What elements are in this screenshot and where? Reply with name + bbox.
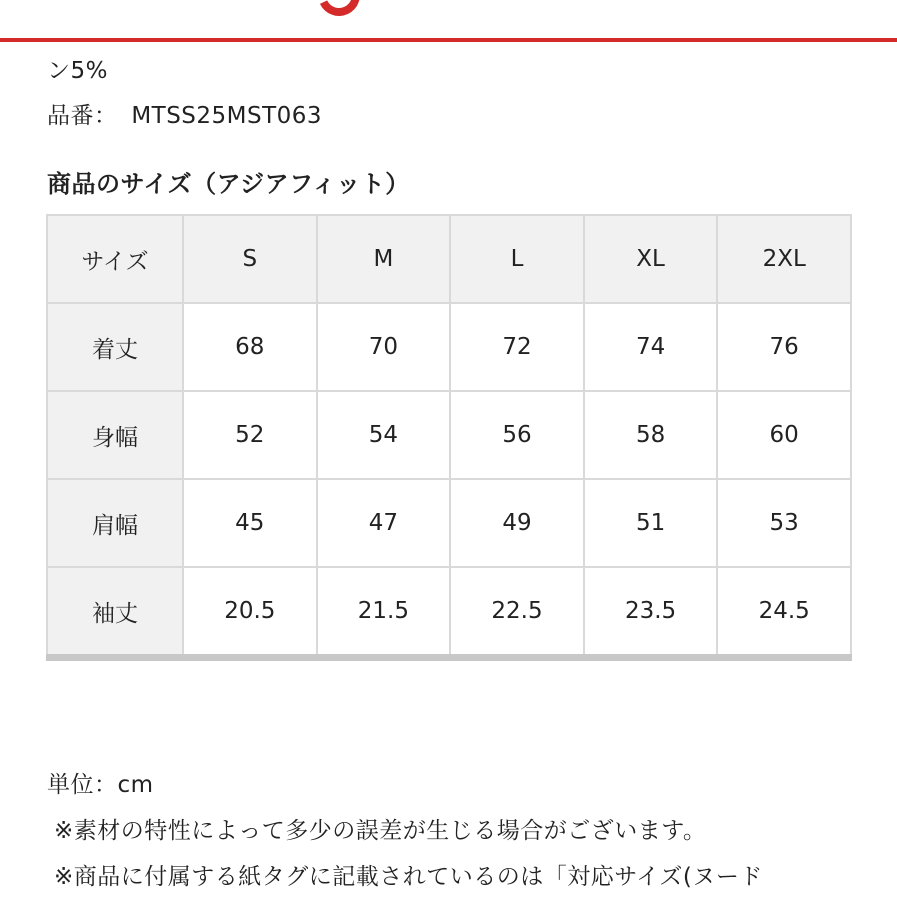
measurement-value: 72 xyxy=(450,303,584,391)
measurement-value: 45 xyxy=(183,479,317,567)
measurement-value: 21.5 xyxy=(317,567,451,658)
measurement-value: 70 xyxy=(317,303,451,391)
unit-note: 単位：cm xyxy=(47,772,154,798)
size-header-cell: S xyxy=(183,215,317,303)
table-row xyxy=(47,391,851,479)
size-header-row xyxy=(47,215,851,303)
measurement-label: 袖丈 xyxy=(47,567,183,658)
header-crop xyxy=(0,0,897,38)
measurement-value: 60 xyxy=(717,391,851,479)
measurement-value: 23.5 xyxy=(584,567,718,658)
size-header-cell: 2XL xyxy=(717,215,851,303)
size-section-title: 商品のサイズ（アジアフィット） xyxy=(47,170,410,198)
material-tolerance-note: ※素材の特性によって多少の誤差が生じる場合がございます。 xyxy=(54,818,707,844)
measurement-value: 20.5 xyxy=(183,567,317,658)
table-row xyxy=(47,303,851,391)
header-accent-line xyxy=(0,38,897,42)
size-header-cell: XL xyxy=(584,215,718,303)
measurement-value: 49 xyxy=(450,479,584,567)
size-table xyxy=(46,214,852,661)
measurement-value: 47 xyxy=(317,479,451,567)
size-header-cell: L xyxy=(450,215,584,303)
measurement-value: 54 xyxy=(317,391,451,479)
measurement-label: 肩幅 xyxy=(47,479,183,567)
measurement-value: 74 xyxy=(584,303,718,391)
tag-size-note: ※商品に付属する紙タグに記載されているのは「対応サイズ(ヌード xyxy=(54,864,763,890)
size-header-cell: M xyxy=(317,215,451,303)
table-row xyxy=(47,479,851,567)
size-corner-label: サイズ xyxy=(47,215,183,303)
product-code-line xyxy=(47,97,322,130)
material-composition-tail: ン5% xyxy=(47,58,108,84)
measurement-label: 身幅 xyxy=(47,391,183,479)
measurement-value: 53 xyxy=(717,479,851,567)
table-row xyxy=(47,567,851,658)
measurement-value: 56 xyxy=(450,391,584,479)
measurement-value: 58 xyxy=(584,391,718,479)
measurement-value: 52 xyxy=(183,391,317,479)
measurement-value: 68 xyxy=(183,303,317,391)
product-code-value: MTSS25MST063 xyxy=(131,103,323,129)
measurement-value: 76 xyxy=(717,303,851,391)
brand-logo-fragment-icon xyxy=(312,0,366,22)
product-code-label: 品番： xyxy=(47,103,118,129)
measurement-value: 22.5 xyxy=(450,567,584,658)
measurement-value: 51 xyxy=(584,479,718,567)
measurement-label: 着丈 xyxy=(47,303,183,391)
measurement-value: 24.5 xyxy=(717,567,851,658)
